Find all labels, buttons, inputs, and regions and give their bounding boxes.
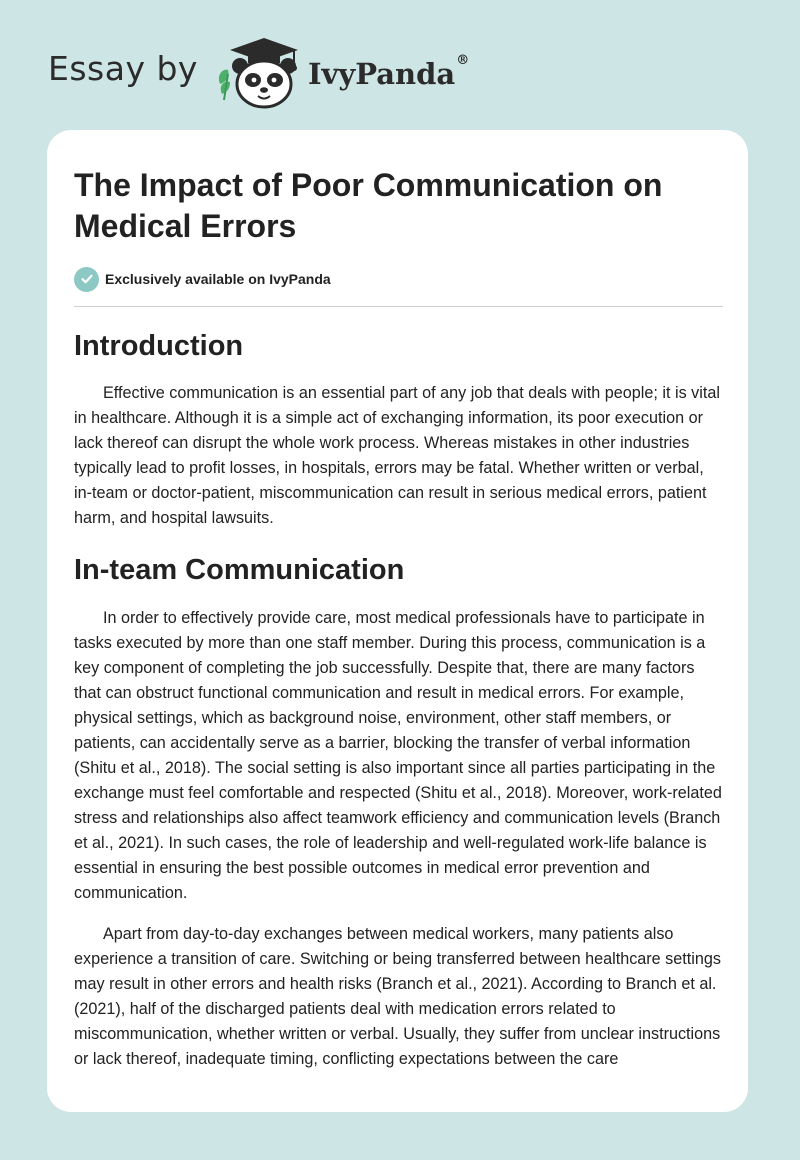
panda-graduate-icon [214, 34, 306, 110]
badge-label: Exclusively available on IvyPanda [105, 271, 331, 287]
article-content [74, 130, 723, 1072]
exclusive-badge [74, 266, 723, 292]
paragraph: Effective communication is an essential part of any job that deals with people; it is vital in healthcare. Although it is a simple act of exchanging information, its poor execution or lack thereof can disrupt the whole work process. Whereas mistakes in other industries typically lead to profit losses, in hospitals, errors may be fatal. Whether written or verbal, in-team or doctor-patient, miscommunication can result in serious medical errors, patient harm, and hospital lawsuits. [74, 384, 720, 527]
section-heading-in-team-communication: In-team Communication [74, 554, 405, 586]
brand-name: IvyPanda® [307, 53, 470, 91]
section-heading-introduction: Introduction [74, 330, 244, 362]
paragraph: In order to effectively provide care, most medical professionals have to participate in tasks executed by more than one staff member. During this process, communication is a key component of completing the job successfully. Despite that, there are many factors that can obstruct functional communication and result in medical errors. For example, physical settings, which as background noise, environment, other staff members, or patients, can accidentally serve as a barrier, blocking the transfer of verbal information (Shitu et al., 2018). The social setting is also important since all parties participating in the exchange must feel comfortable and respected (Shitu et al., 2018). Moreover, work-related stress and relationships also affect teamwork efficiency and communication levels (Branch et al., 2021). In such cases, the role of leadership and well-regulated work-life balance is essential in ensuring the best possible outcomes in medical error prevention and communication. [74, 609, 722, 902]
paragraph: Apart from day-to-day exchanges between medical workers, many patients also experience a transition of care. Switching or being transferred between healthcare settings may result in other errors and health risks (Branch et al., 2021). According to Branch et al. (2021), half of the discharged patients deal with medication errors related to miscommunication, whether written or verbal. Usually, they suffer from unclear instructions or lack thereof, inadequate timing, conflicting expectations between the care [74, 925, 721, 1068]
brand-header [48, 34, 469, 110]
divider [74, 306, 723, 307]
article-card [47, 130, 748, 1112]
page-title: The Impact of Poor Communication on Medical Errors [74, 167, 663, 244]
brand-prefix: Essay by [48, 48, 198, 88]
check-icon [74, 267, 99, 292]
